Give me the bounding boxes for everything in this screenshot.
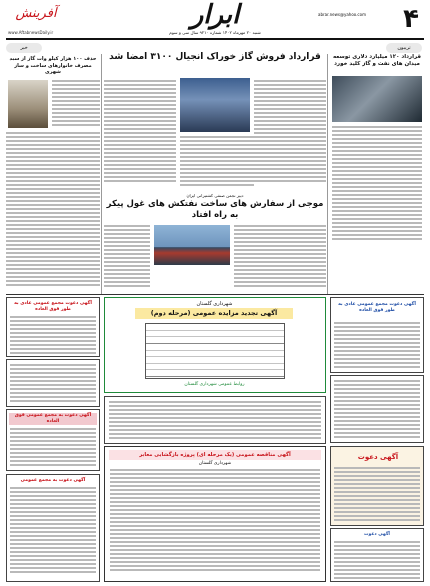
side-headline: قرارداد ۱۲۰ میلیارد دلاری توسعه میدان های نفت و گاز کلید خورد bbox=[332, 54, 422, 67]
email-text: abrar.news@yahoo.com bbox=[318, 12, 366, 17]
left-headline: حذف ۱۰۰ هزار کیلو وات گاز از سبد مصرف خانوارهای ساخت و ساز شهری bbox=[9, 56, 97, 75]
side-article bbox=[330, 54, 424, 244]
ad-tender-table bbox=[145, 323, 285, 379]
side-photo bbox=[332, 76, 422, 122]
ad-tender-footer: روابط عمومی شهرداری گلستان bbox=[184, 382, 245, 387]
ad-left-pink-title: آگهی دعوت به مجمع عمومی فوق العاده bbox=[9, 413, 97, 425]
ad-left-bottom-title: آگهی دعوت به مجمع عمومی bbox=[20, 478, 86, 483]
ad-right-top bbox=[330, 297, 424, 373]
ad-bid-title: آگهی مناقصه عمومی (یک مرحله ای) پروژه بازگشایی معابر bbox=[109, 450, 321, 460]
ad-tender-heading: آگهی تجدید مزایده عمومی (مرحله دوم) bbox=[135, 308, 293, 319]
left-photo bbox=[8, 80, 48, 128]
ad-left-top bbox=[6, 297, 100, 357]
ad-left-bottom bbox=[6, 474, 100, 582]
ad-tender-org: شهرداری گلستان bbox=[196, 301, 233, 307]
ad-left-pink bbox=[6, 409, 100, 471]
ad-right-last-title: آگهی دعوت bbox=[364, 532, 390, 537]
ships-article bbox=[104, 193, 326, 293]
column-divider bbox=[327, 54, 328, 294]
column-divider bbox=[101, 54, 102, 294]
page-number: ۴ bbox=[403, 4, 419, 34]
issue-line: شنبه ۲۰ مهرماه ۱۴۰۲ شماره ۹۲۱۰ سال سی و سوم bbox=[169, 30, 261, 35]
gas-photo bbox=[180, 78, 250, 132]
masthead-rule bbox=[6, 38, 424, 40]
ad-center-mid bbox=[104, 396, 326, 444]
left-article bbox=[6, 56, 100, 292]
ad-right-last bbox=[330, 528, 424, 582]
ad-bid-org: شهرداری گلستان bbox=[198, 461, 232, 466]
website-text: www.AftabnewsDaily.ir bbox=[8, 30, 54, 35]
gas-headline: قرارداد فروش گاز خوراک انجیال ۳۱۰۰ امضا شد bbox=[109, 52, 321, 62]
ad-right-bottom-title: آگهی دعوت bbox=[357, 453, 399, 461]
ad-right-mid bbox=[330, 375, 424, 443]
ships-kicker: دبیر نجمن صنفی کشتیرانی ایران bbox=[186, 193, 244, 198]
ad-right-top-title: آگهی دعوت مجمع عمومی عادی به طور فوق العاده bbox=[338, 302, 416, 313]
section-tag-right: تریبون bbox=[386, 43, 422, 53]
ad-left-top-title: آگهی دعوت مجمع عمومی عادی به طور فوق العاده bbox=[14, 301, 92, 312]
ships-headline: موجی از سفارش های ساخت نفتکش های غول پیکر به راه افتاد bbox=[106, 199, 324, 220]
logo: ابرار bbox=[190, 0, 240, 30]
ad-tender bbox=[104, 297, 326, 393]
ad-right-bottom bbox=[330, 446, 424, 526]
section-logo: آفرینش bbox=[15, 6, 57, 21]
section-tag-left: خبر bbox=[6, 43, 42, 53]
ships-photo bbox=[154, 225, 230, 265]
ads-rule bbox=[6, 294, 424, 295]
gas-article bbox=[104, 52, 326, 192]
ad-bid bbox=[104, 446, 326, 582]
ad-left-mid bbox=[6, 359, 100, 407]
